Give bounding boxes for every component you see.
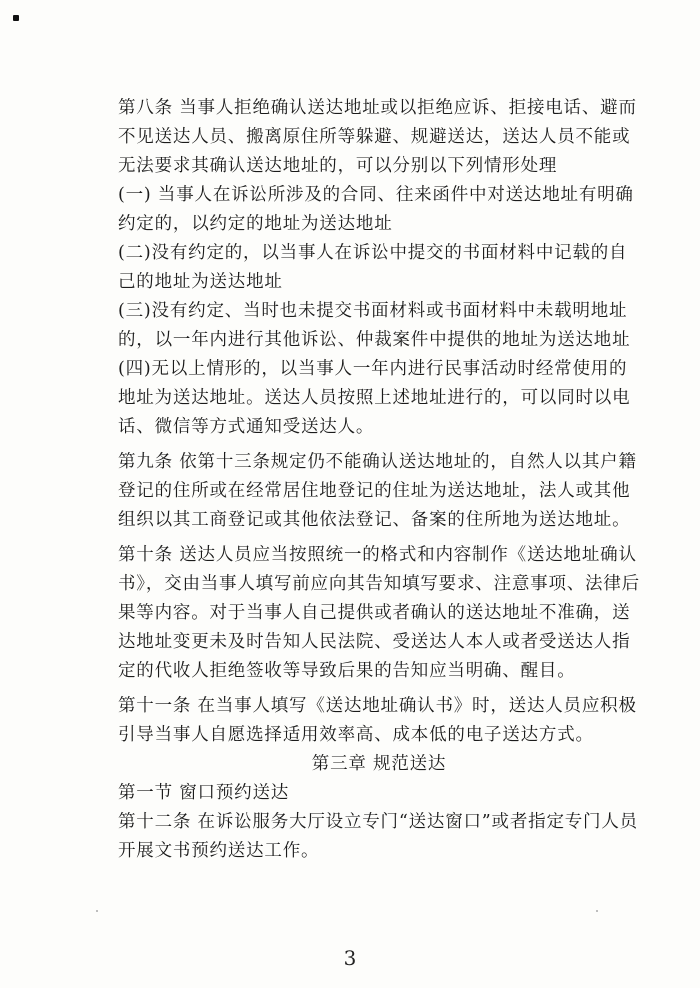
article-9: 第九条 依第十三条规定仍不能确认送达地址的，自然人以其户籍登记的住所或在经常居住地登记的住址为送达地址，法人或其他组织以其工商登记或其他依法登记、备案的住所地为送达地址。	[118, 452, 637, 530]
document-body	[118, 94, 640, 866]
scan-mark	[13, 15, 19, 21]
article-11: 第十一条 在当事人填写《送达地址确认书》时，送达人员应积极引导当事人自愿选择适用效率高、成本低的电子送达方式。	[118, 696, 637, 745]
scan-speck	[596, 910, 598, 912]
chapter-heading: 第三章 规范送达	[311, 754, 447, 774]
article-8-item-3: (三)没有约定、当时也未提交书面材料或书面材料中未载明地址的，以一年内进行其他诉讼、仲裁案件中提供的地址为送达地址	[118, 301, 631, 350]
article-10: 第十条 送达人员应当按照统一的格式和内容制作《送达地址确认书》，交由当事人填写前应向其告知填写要求、注意事项、法律后果等内容。对于当事人自己提供或者确认的送达地址不准确，送达地址变更未及时告知人民法院、受送达人本人或者受送达人指定的代收人拒绝签收等导致后果的告知应当明确、醒目。	[118, 545, 640, 681]
article-8-item-4: (四)无以上情形的，以当事人一年内进行民事活动时经常使用的地址为送达地址。送达人员按照上述地址进行的，可以同时以电话、微信等方式通知受送达人。	[118, 359, 631, 437]
section-heading: 第一节 窗口预约送达	[118, 783, 290, 803]
article-8: 第八条 当事人拒绝确认送达地址或以拒绝应诉、拒接电话、避而不见送达人员、搬离原住所等躲避、规避送达，送达人员不能或无法要求其确认送达地址的，可以分别以下列情形处理	[118, 98, 637, 176]
article-8-item-1: (一) 当事人在诉讼所涉及的合同、往来函件中对送达地址有明确约定的，以约定的地址为送达地址	[118, 185, 634, 234]
page-number: 3	[343, 946, 357, 970]
article-12: 第十二条 在诉讼服务大厅设立专门“送达窗口”或者指定专门人员开展文书预约送达工作。	[118, 812, 638, 861]
article-8-item-2: (二)没有约定的，以当事人在诉讼中提交的书面材料中记载的自己的地址为送达地址	[118, 243, 628, 292]
scan-speck	[96, 910, 98, 912]
